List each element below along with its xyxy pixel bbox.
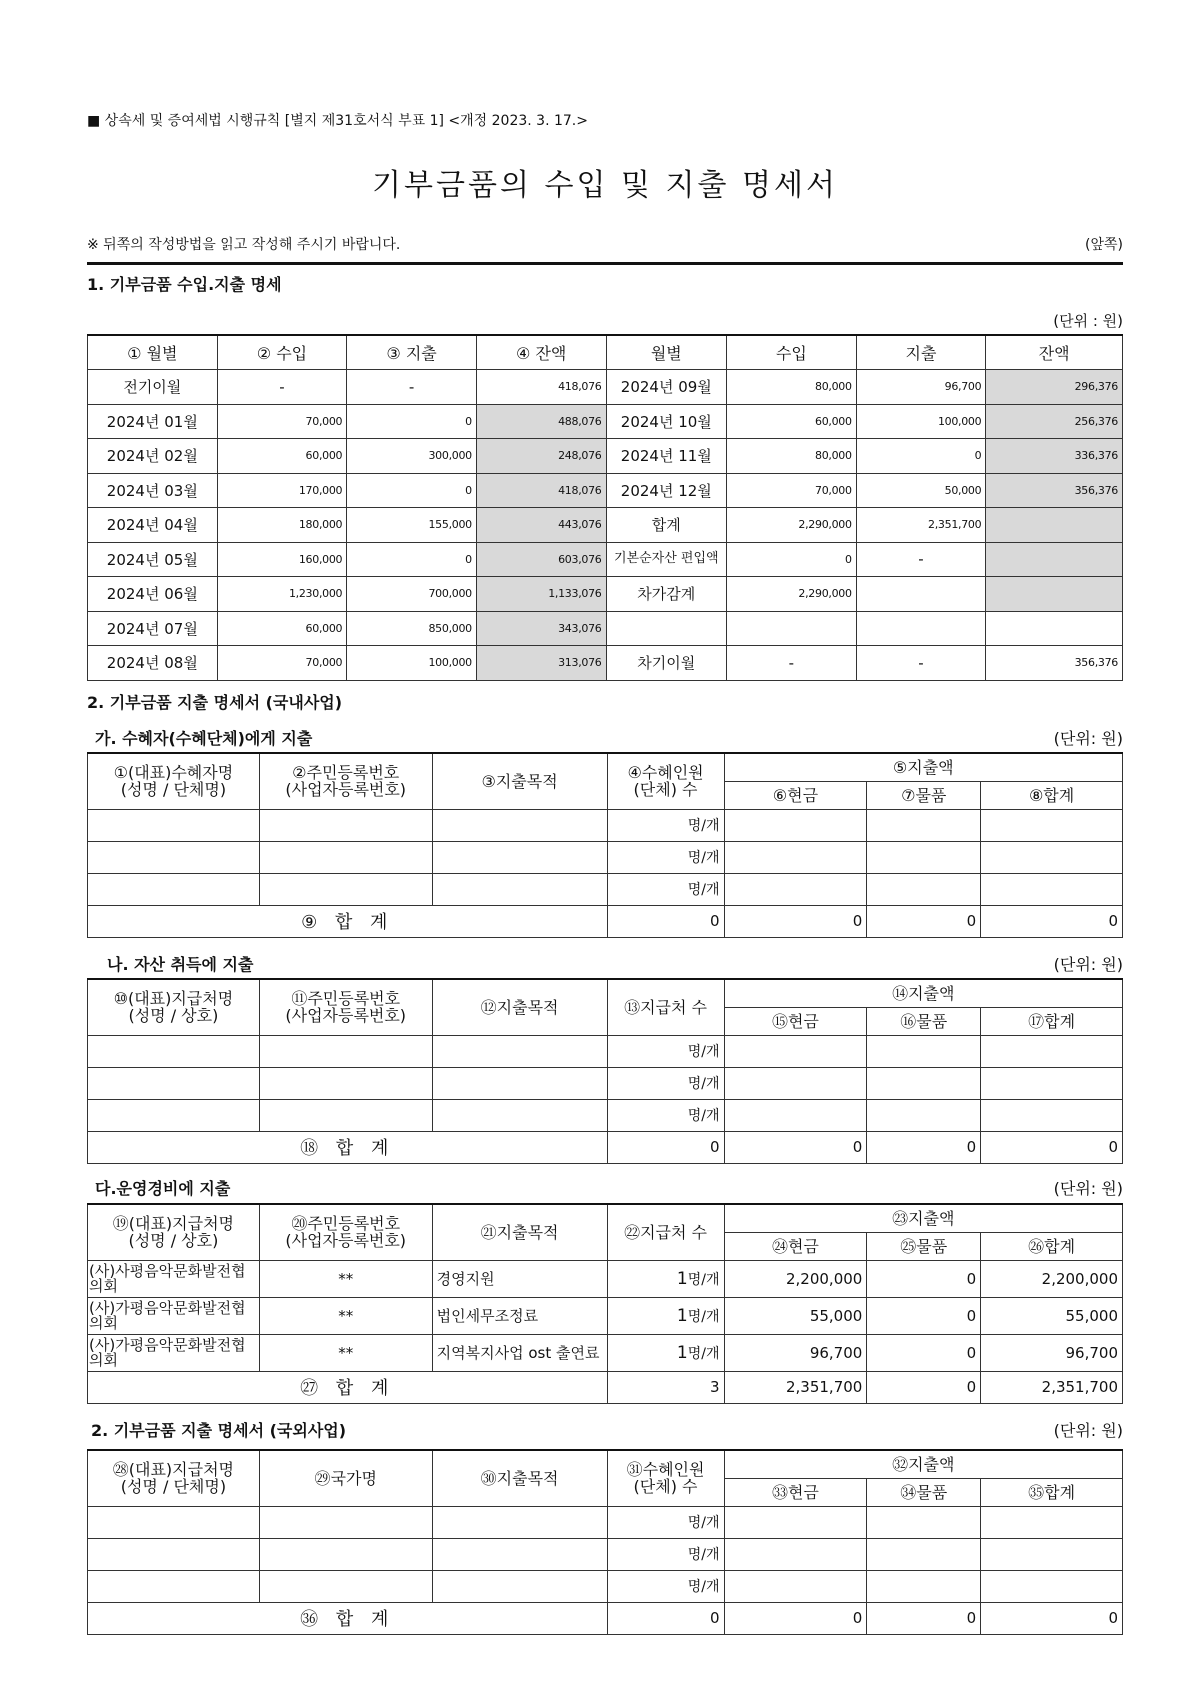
amount-cell[interactable] [727,611,857,646]
amount-cell[interactable]: 850,000 [347,611,477,646]
empty-cell[interactable] [724,841,867,873]
overseas-expense-table [87,1449,1123,1635]
amount-cell[interactable]: 248,076 [476,439,606,474]
goods-cell[interactable]: 0 [867,1297,981,1334]
amount-cell[interactable]: 96,700 [856,370,986,405]
column-header: ㉛수혜인원 (단체) 수 [607,1450,724,1506]
column-header: ⑯물품 [867,1007,981,1035]
goods-cell[interactable]: 0 [867,1334,981,1371]
column-header: ㉕물품 [867,1232,981,1260]
month-cell[interactable] [606,611,727,646]
column-header: ㉔현금 [724,1232,867,1260]
column-header: ②주민등록번호 (사업자등록번호) [259,753,432,809]
empty-cell[interactable] [724,1506,867,1538]
amount-cell[interactable] [986,542,1123,577]
count-cell[interactable] [607,1297,724,1334]
total-value: 3 [607,1371,724,1403]
column-header: ㉟합계 [981,1478,1123,1506]
total-value: 0 [981,1602,1123,1634]
amount-cell[interactable] [856,611,986,646]
amount-cell[interactable]: - [727,646,857,681]
amount-cell[interactable]: 80,000 [727,439,857,474]
total-value: 0 [607,1602,724,1634]
total-cell[interactable]: 55,000 [981,1297,1123,1334]
count-cell[interactable]: 명/개 [607,873,724,905]
amount-cell[interactable]: 0 [856,439,986,474]
total-label: ㊱ 합 계 [88,1602,608,1634]
amount-cell[interactable]: 300,000 [347,439,477,474]
page-side-label: (앞쪽) [1085,237,1123,253]
month-cell[interactable]: 2024년 07월 [88,611,218,646]
amount-cell[interactable]: 603,076 [476,542,606,577]
total-label: ⑨ 합 계 [88,905,608,937]
column-header: ④수혜인원 (단체) 수 [607,753,724,809]
table-row [88,1334,1123,1371]
purpose-cell[interactable]: 지역복지사업 ost 출연료 [432,1334,607,1371]
empty-cell[interactable] [259,1538,432,1570]
total-value: 2,351,700 [981,1371,1123,1403]
month-cell[interactable]: 2024년 02월 [88,439,218,474]
total-value: 0 [867,1371,981,1403]
total-value: 0 [867,1131,981,1163]
amount-cell[interactable]: 180,000 [217,508,347,543]
amount-cell[interactable]: 0 [347,404,477,439]
table-row [88,1538,1123,1570]
count-value: 1 [676,1268,688,1289]
month-cell[interactable]: 합계 [606,508,727,543]
total-value: 0 [724,1131,867,1163]
column-header: ⑤지출액 [724,753,1123,781]
empty-cell[interactable] [259,1099,432,1131]
column-header: 지출 [856,335,986,370]
month-cell[interactable]: 전기이월 [88,370,218,405]
amount-cell[interactable]: 700,000 [347,577,477,612]
amount-cell[interactable] [986,508,1123,543]
purpose-cell[interactable]: 법인세무조정료 [432,1297,607,1334]
amount-cell[interactable]: 2,290,000 [727,508,857,543]
empty-cell[interactable] [88,1035,260,1067]
amount-cell[interactable]: 0 [347,473,477,508]
month-cell[interactable]: 2024년 01월 [88,404,218,439]
column-header: ⑩(대표)지급처명 (성명 / 상호) [88,979,260,1035]
amount-cell[interactable]: 336,376 [986,439,1123,474]
empty-cell[interactable] [724,809,867,841]
empty-cell[interactable] [88,809,260,841]
amount-cell[interactable]: 1,230,000 [217,577,347,612]
amount-cell[interactable]: 170,000 [217,473,347,508]
column-header: ⑦물품 [867,781,981,809]
page-title: 기부금품의 수입 및 지출 명세서 [372,168,838,203]
total-value: 0 [867,905,981,937]
empty-cell[interactable] [88,1067,260,1099]
empty-cell[interactable] [981,809,1123,841]
amount-cell[interactable]: 155,000 [347,508,477,543]
empty-cell[interactable] [867,809,981,841]
monthly-ledger-table [87,334,1123,681]
column-header: ㉝현금 [724,1478,867,1506]
count-cell[interactable]: 명/개 [607,1506,724,1538]
column-header: ㉑지출목적 [432,1204,607,1260]
empty-cell[interactable] [88,1570,260,1602]
column-header: ㉖합계 [981,1232,1123,1260]
amount-cell[interactable]: 70,000 [217,646,347,681]
total-value: 0 [607,905,724,937]
total-value: 0 [981,1131,1123,1163]
payee-name-cell[interactable]: (사)가평음악문화발전협의회 [88,1297,260,1334]
cash-cell[interactable]: 55,000 [724,1297,867,1334]
table-row [88,809,1123,841]
empty-cell[interactable] [88,1538,260,1570]
amount-cell[interactable]: - [217,370,347,405]
amount-cell[interactable]: 356,376 [986,646,1123,681]
empty-cell[interactable] [867,1099,981,1131]
column-header: ② 수입 [217,335,347,370]
column-header: 잔액 [986,335,1123,370]
empty-cell[interactable] [259,1067,432,1099]
month-cell[interactable]: 2024년 11월 [606,439,727,474]
count-cell[interactable]: 명/개 [607,841,724,873]
total-row [88,1371,1123,1403]
count-value: 1 [676,1342,688,1363]
empty-cell[interactable] [724,1035,867,1067]
amount-cell[interactable]: 80,000 [727,370,857,405]
section-2-title: 2. 기부금품 지출 명세서 (국내사업) [87,693,343,712]
empty-cell[interactable] [981,1538,1123,1570]
column-header: ④ 잔액 [476,335,606,370]
month-cell[interactable]: 2024년 12월 [606,473,727,508]
empty-cell[interactable] [88,1506,260,1538]
empty-cell[interactable] [981,1506,1123,1538]
empty-cell[interactable] [259,841,432,873]
column-header: ⑪주민등록번호 (사업자등록번호) [259,979,432,1035]
payee-name-cell[interactable]: (사)사평음악문화발전협의회 [88,1260,260,1297]
amount-cell[interactable]: 488,076 [476,404,606,439]
count-cell[interactable]: 명/개 [607,809,724,841]
empty-cell[interactable] [259,809,432,841]
amount-cell[interactable]: 160,000 [217,542,347,577]
column-header: ㉒지급처 수 [607,1204,724,1260]
empty-cell[interactable] [724,1538,867,1570]
column-header: ⑬지급처 수 [607,979,724,1035]
amount-cell[interactable]: 418,076 [476,473,606,508]
empty-cell[interactable] [981,1099,1123,1131]
amount-cell[interactable]: 0 [727,542,857,577]
amount-cell[interactable]: 356,376 [986,473,1123,508]
amount-cell[interactable]: 2,351,700 [856,508,986,543]
table-row [88,1099,1123,1131]
empty-cell[interactable] [724,1570,867,1602]
registration-number-cell[interactable]: ** [259,1260,432,1297]
month-cell[interactable]: 2024년 09월 [606,370,727,405]
total-label: ㉗ 합 계 [88,1371,608,1403]
count-cell[interactable]: 명/개 [607,1538,724,1570]
total-value: 0 [981,905,1123,937]
empty-cell[interactable] [259,1570,432,1602]
total-value: 0 [724,1602,867,1634]
empty-cell[interactable] [259,1035,432,1067]
amount-cell[interactable] [986,611,1123,646]
amount-cell[interactable]: 100,000 [856,404,986,439]
empty-cell[interactable] [432,1506,607,1538]
column-header: ㉙국가명 [259,1450,432,1506]
empty-cell[interactable] [981,841,1123,873]
column-header: ㉞물품 [867,1478,981,1506]
column-header: ㉘(대표)지급처명 (성명 / 단체명) [88,1450,260,1506]
amount-cell[interactable]: 1,133,076 [476,577,606,612]
empty-cell[interactable] [259,1506,432,1538]
empty-cell[interactable] [981,1570,1123,1602]
empty-cell[interactable] [259,873,432,905]
count-value: 1 [676,1305,688,1326]
total-row [88,905,1123,937]
month-cell[interactable]: 2024년 05월 [88,542,218,577]
empty-cell[interactable] [88,873,260,905]
empty-cell[interactable] [867,1067,981,1099]
column-header: ③ 지출 [347,335,477,370]
asset-expense-table [87,978,1123,1164]
count-cell[interactable] [607,1260,724,1297]
column-header: ⑮현금 [724,1007,867,1035]
empty-cell[interactable] [432,1099,607,1131]
column-header: ⑧합계 [981,781,1123,809]
amount-cell[interactable]: 0 [347,542,477,577]
column-header: ⑰합계 [981,1007,1123,1035]
payee-name-cell[interactable]: (사)가평음악문화발전협의회 [88,1334,260,1371]
count-cell[interactable]: 명/개 [607,1067,724,1099]
column-header: ⑫지출목적 [432,979,607,1035]
empty-cell[interactable] [867,841,981,873]
table-row [88,1035,1123,1067]
count-cell[interactable] [607,1334,724,1371]
section-ga-unit: (단위: 원) [1053,729,1123,748]
section-da-title: 다.운영경비에 지출 [95,1179,231,1198]
total-label: ⑱ 합 계 [88,1131,608,1163]
amount-cell[interactable]: 70,000 [217,404,347,439]
amount-cell[interactable]: 100,000 [347,646,477,681]
amount-cell[interactable]: - [856,542,986,577]
table-row [88,1067,1123,1099]
month-cell[interactable]: 기본순자산 편입액 [606,542,727,577]
amount-cell[interactable]: 60,000 [727,404,857,439]
count-unit: 명/개 [687,1345,720,1362]
month-cell[interactable]: 2024년 04월 [88,508,218,543]
month-cell[interactable]: 2024년 06월 [88,577,218,612]
column-header: ① 월별 [88,335,218,370]
instruction-note: ※ 뒤쪽의 작성방법을 읽고 작성해 주시기 바랍니다. [87,237,401,253]
empty-cell[interactable] [867,1538,981,1570]
amount-cell[interactable]: - [347,370,477,405]
total-value: 0 [867,1602,981,1634]
recipient-expense-table [87,752,1123,938]
amount-cell[interactable]: 60,000 [217,611,347,646]
title-divider [87,262,1123,265]
column-header: ㉓지출액 [724,1204,1123,1232]
operating-expense-table [87,1203,1123,1404]
empty-cell[interactable] [724,1067,867,1099]
total-value: 2,351,700 [724,1371,867,1403]
column-header: ⑥현금 [724,781,867,809]
amount-cell[interactable]: - [856,646,986,681]
column-header: 수입 [727,335,857,370]
total-row [88,1602,1123,1634]
total-row [88,1131,1123,1163]
count-unit: 명/개 [687,1308,720,1325]
month-cell[interactable]: 차가감계 [606,577,727,612]
amount-cell[interactable]: 343,076 [476,611,606,646]
column-header: ㉚지출목적 [432,1450,607,1506]
count-unit: 명/개 [687,1271,720,1288]
count-cell[interactable]: 명/개 [607,1570,724,1602]
column-header: ⑭지출액 [724,979,1123,1007]
section-da-unit: (단위: 원) [1053,1179,1123,1198]
total-value: 0 [607,1131,724,1163]
column-header: ⑲(대표)지급처명 (성명 / 상호) [88,1204,260,1260]
table-row [88,873,1123,905]
empty-cell[interactable] [867,1570,981,1602]
table-row [88,1570,1123,1602]
month-cell[interactable]: 2024년 03월 [88,473,218,508]
amount-cell[interactable]: 256,376 [986,404,1123,439]
empty-cell[interactable] [432,1035,607,1067]
empty-cell[interactable] [867,873,981,905]
empty-cell[interactable] [981,1067,1123,1099]
column-header: ㉜지출액 [724,1450,1123,1478]
section-na-unit: (단위: 원) [1053,955,1123,974]
section-1-title: 1. 기부금품 수입.지출 명세 [87,275,282,294]
empty-cell[interactable] [432,1067,607,1099]
section-overseas-title: 2. 기부금품 지출 명세서 (국외사업) [91,1421,347,1440]
cash-cell[interactable]: 2,200,000 [724,1260,867,1297]
count-cell[interactable]: 명/개 [607,1035,724,1067]
empty-cell[interactable] [432,841,607,873]
amount-cell[interactable]: 296,376 [986,370,1123,405]
month-cell[interactable]: 차기이월 [606,646,727,681]
section-ga-title: 가. 수혜자(수혜단체)에게 지출 [95,729,313,748]
cash-cell[interactable]: 96,700 [724,1334,867,1371]
empty-cell[interactable] [88,1099,260,1131]
empty-cell[interactable] [432,1538,607,1570]
purpose-cell[interactable]: 경영지원 [432,1260,607,1297]
amount-cell[interactable]: 60,000 [217,439,347,474]
table-row [88,1297,1123,1334]
table-row [88,841,1123,873]
column-header: ③지출목적 [432,753,607,809]
month-cell[interactable]: 2024년 10월 [606,404,727,439]
column-header: 월별 [606,335,727,370]
amount-cell[interactable]: 50,000 [856,473,986,508]
amount-cell[interactable] [856,577,986,612]
amount-cell[interactable]: 443,076 [476,508,606,543]
empty-cell[interactable] [867,1035,981,1067]
amount-cell[interactable] [986,577,1123,612]
amount-cell[interactable]: 2,290,000 [727,577,857,612]
registration-number-cell[interactable]: ** [259,1334,432,1371]
table-row [88,1506,1123,1538]
empty-cell[interactable] [432,873,607,905]
empty-cell[interactable] [432,809,607,841]
column-header: ⑳주민등록번호 (사업자등록번호) [259,1204,432,1260]
total-value: 0 [724,905,867,937]
amount-cell[interactable]: 313,076 [476,646,606,681]
total-cell[interactable]: 96,700 [981,1334,1123,1371]
amount-cell[interactable]: 70,000 [727,473,857,508]
section-na-title: 나. 자산 취득에 지출 [107,955,254,974]
empty-cell[interactable] [88,841,260,873]
form-reference: ■ 상속세 및 증여세법 시행규칙 [별지 제31호서식 부표 1] <개정 2023. 3. 17.> [87,113,588,129]
section-overseas-unit: (단위: 원) [1053,1421,1123,1440]
empty-cell[interactable] [981,873,1123,905]
section-1-unit: (단위 : 원) [1053,312,1123,330]
empty-cell[interactable] [981,1035,1123,1067]
empty-cell[interactable] [724,1099,867,1131]
empty-cell[interactable] [724,873,867,905]
month-cell[interactable]: 2024년 08월 [88,646,218,681]
table-row [88,1260,1123,1297]
total-cell[interactable]: 2,200,000 [981,1260,1123,1297]
goods-cell[interactable]: 0 [867,1260,981,1297]
registration-number-cell[interactable]: ** [259,1297,432,1334]
empty-cell[interactable] [432,1570,607,1602]
column-header: ①(대표)수혜자명 (성명 / 단체명) [88,753,260,809]
count-cell[interactable]: 명/개 [607,1099,724,1131]
empty-cell[interactable] [867,1506,981,1538]
amount-cell[interactable]: 418,076 [476,370,606,405]
